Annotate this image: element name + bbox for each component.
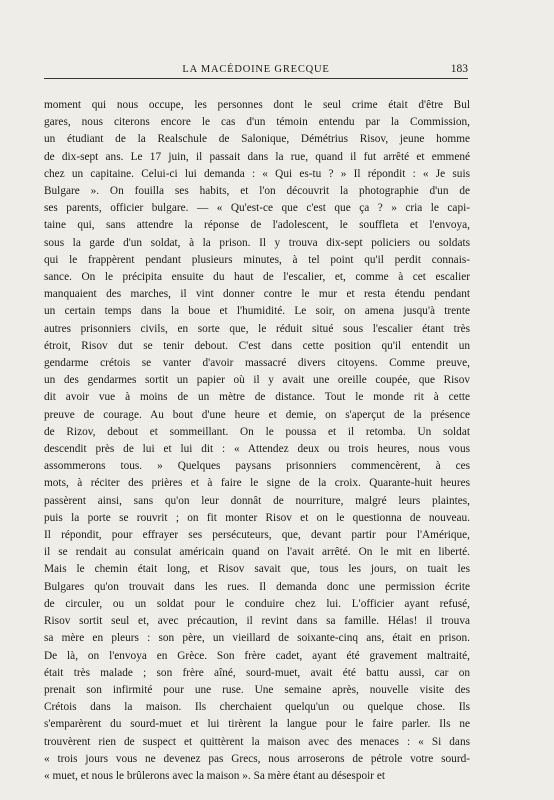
text-line: manquaient des marches, il vint donner contre le mur et resta étendu pendant — [44, 288, 470, 301]
text-line: Bulgares qu'on trouvait dans les rues. Il demanda donc une permission écrite — [44, 580, 470, 593]
text-line: ses parents, officier bulgare. — « Qu'est-ce que c'est que ça ? » cria le capi- — [44, 202, 470, 215]
text-line: Crétois dans la maison. Ils cherchaient quelqu'un ou quelque chose. Ils — [44, 701, 470, 714]
text-line: dit avoir vue à moins de un mètre de distance. Tout le monde rit à cette — [44, 391, 470, 404]
text-line: Risov sortit seul et, avec précaution, il revint dans sa famille. Hélas! il trouva — [44, 615, 470, 628]
running-title: LA MACÉDOINE GRECQUE — [182, 64, 330, 75]
text-line: gares, nous citerons encore le cas d'un témoin entendu par la Commission, — [44, 116, 470, 129]
text-line: assommerons tous. » Quelques paysans prisonniers commencèrent, à ces — [44, 460, 470, 473]
text-line: sous la garde d'un soldat, à la prison. Il y trouva dix-sept policiers ou soldats — [44, 236, 470, 249]
text-line: Mais le chemin était long, et Risov savait que, tous les jours, on tuait les — [44, 563, 470, 576]
body-text — [44, 97, 470, 785]
text-line: gendarme crétois se vanter d'avoir massacré divers citoyens. Comme preuve, — [44, 357, 470, 370]
text-line: de Rizov, debout et sommeillant. On le poussa et il retomba. Un soldat — [44, 425, 470, 438]
text-line: De là, on l'envoya en Grèce. Son frère cadet, ayant été gravement maltraité, — [44, 649, 470, 662]
text-line: était très malade ; son frère aîné, sourd-muet, avait été battu aussi, car on — [44, 666, 470, 679]
text-line: mots, à réciter des prières et à faire le signe de la croix. Quarante-huit heures — [44, 477, 470, 490]
page-number: 183 — [450, 63, 468, 75]
text-line: puis la porte se rouvrit ; on fit monter Risov et on le questionna de nouveau. — [44, 511, 470, 524]
text-line: il se rendait au consulat américain quand on l'avait arrêté. On le mit en liberté. — [44, 546, 470, 559]
text-line: sance. On le précipita ensuite du haut de l'escalier, et, comme à cet escalier — [44, 271, 470, 284]
text-line: prenait son infirmité pour une ruse. Une semaine après, nouvelle visite des — [44, 683, 470, 696]
text-line: un des gendarmes sortit un papier où il y avait une oreille coupée, que Risov — [44, 374, 470, 387]
text-line: « muet, et nous le brûlerons avec la maison ». Sa mère étant au désespoir et — [44, 769, 385, 782]
text-line: descendit près de lui et lui dit : « Attendez deux ou trois heures, nous vous — [44, 443, 470, 456]
running-header — [44, 64, 468, 79]
text-line: Il répondit, pour effrayer ses persécuteurs, que, devant partir pour l'Amérique, — [44, 529, 470, 542]
text-line: preuve de courage. Au bout d'une heure et demie, on s'aperçut de la présence — [44, 408, 470, 421]
text-line: trouvèrent rien de suspect et quittèrent la maison avec des menaces : « Si dans — [44, 735, 470, 748]
text-line: Bulgare ». On fouilla ses habits, et l'on découvrit la photographie d'un de — [44, 185, 470, 198]
text-line: un étudiant de la Realschule de Salonique, Démétrius Risov, jeune homme — [44, 133, 470, 146]
text-line: étroit, Risov dut se tenir debout. C'est dans cette position qu'il entendit un — [44, 339, 470, 352]
text-line: passèrent ainsi, sans qu'on leur donnât de nourriture, malgré leurs plaintes, — [44, 494, 470, 507]
text-line: « trois jours vous ne devenez pas Grecs, nous arroserons de pétrole votre sourd- — [44, 752, 470, 765]
text-line: de dix-sept ans. Le 17 juin, il passait dans la rue, quand il fut arrêté et emmené — [44, 150, 470, 163]
text-line: qui le frappèrent pendant plusieurs minutes, à tel point qu'il perdit connais- — [44, 253, 470, 266]
text-line: moment qui nous occupe, les personnes dont le seul crime était d'être Bul — [44, 99, 470, 111]
text-line: chez un capitaine. Celui-ci lui demanda : « Qui es-tu ? » Il répondit : « Je suis — [44, 167, 470, 180]
text-line: un certain temps dans la boue et l'humidité. Le soir, on amena jusqu'à trente — [44, 305, 470, 318]
text-line: s'emparèrent du sourd-muet et lui tirèrent la langue pour le faire parler. Ils ne — [44, 718, 470, 731]
text-line: autres prisonniers civils, en sorte que, le réduit situé sous l'escalier étant très — [44, 322, 470, 335]
text-line: de circuler, ou un soldat pour le conduire chez lui. L'officier ayant refusé, — [44, 597, 470, 610]
text-line: taine qui, sans attendre la réponse de l'adolescent, le souffleta et l'envoya, — [44, 219, 470, 232]
text-line: sa mère en pleurs : son père, un vieillard de soixante-cinq ans, était en prison. — [44, 632, 470, 645]
